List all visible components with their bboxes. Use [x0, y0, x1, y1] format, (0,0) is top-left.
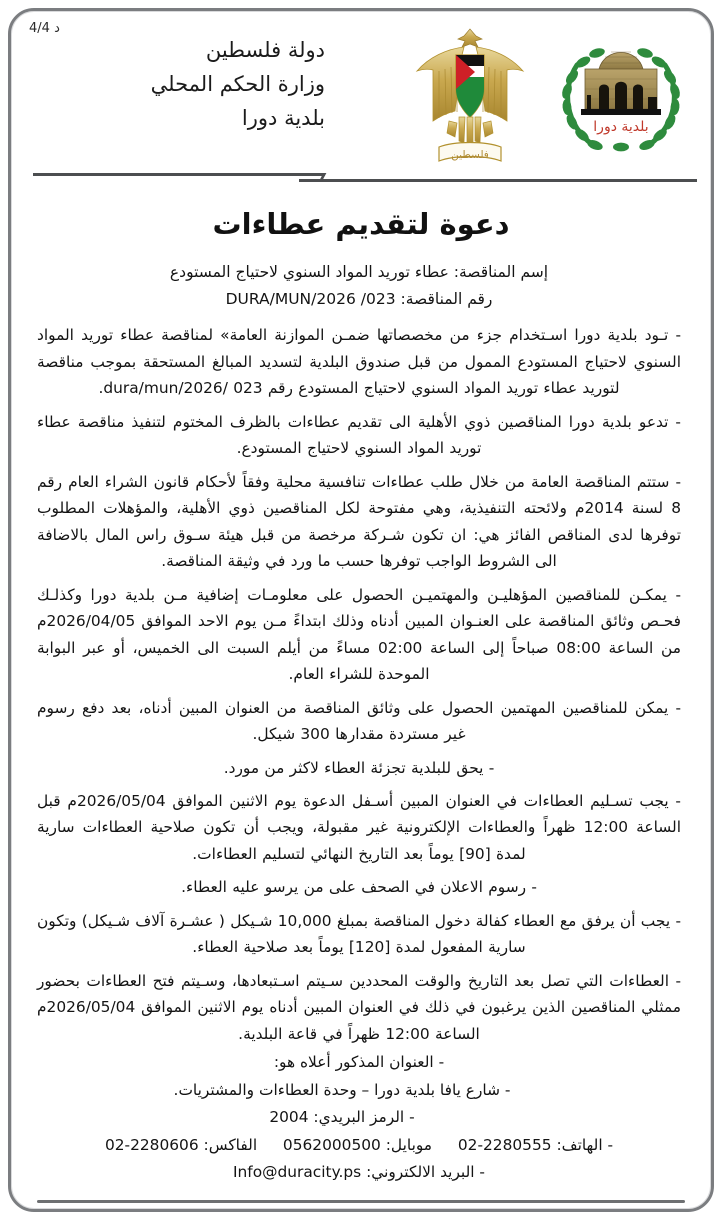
mobile-label: موبايل:	[385, 1135, 433, 1154]
page-title: دعوة لتقديم عطاءات	[212, 207, 510, 241]
address-postal-code: - الرمز البريدي: 2004	[269, 1108, 415, 1127]
paragraph-document-fee: - يمكن للمناقصين المهتمين الحصول على وثائق المناقصة من العنوان المبين أدناه، بعد دفع رسوم غير مستردة مقدارها 300 شيكل.	[37, 698, 681, 744]
paragraph-invitation: - تدعو بلدية دورا المناقصين ذوي الأهلية الى تقديم عطاءات بالظرف المختوم لتنفيذ مناقصة عطاء توريد المواد السنوي لاحتياج المستودع.	[37, 412, 681, 458]
document-page	[8, 8, 714, 1212]
paragraph-submission-deadline: - يجب تسـليم العطاءات في العنوان المبين أسـفل الدعوة يوم الاثنين الموافق 2026/05/04م قبل الساعة 12:00 ظهراً والعطاءات الإلكترونية غير مقبولة، ويجب أن تكون صلاحية العطاءات سارية لمدة [90] يوماً بعد التاريخ النهائي لتسليم العطاءات.	[37, 792, 681, 863]
phone-label: - الهاتف:	[556, 1135, 614, 1154]
address-contact-row	[37, 1132, 681, 1159]
fax-label: الفاكس:	[203, 1135, 258, 1154]
divider-bar-left	[299, 179, 697, 182]
org-line-ministry: وزارة الحكم المحلي	[150, 72, 325, 97]
divider-bar-right	[33, 173, 325, 176]
footer-divider	[37, 1200, 685, 1203]
org-line-municipality: بلدية دورا	[241, 106, 325, 131]
mobile-value: 0562000500	[282, 1135, 381, 1154]
fax-value: 02-2280606	[104, 1135, 199, 1154]
palestine-coat-of-arms-icon	[409, 25, 531, 175]
email-label: - البريد الالكتروني:	[366, 1163, 485, 1182]
phone-value: 02-2280555	[457, 1135, 552, 1154]
document-body	[11, 259, 711, 1186]
svg-text:بلدية دورا: بلدية دورا	[593, 119, 649, 135]
address-street: - شارع يافا بلدية دورا – وحدة العطاءات والمشتريات.	[173, 1080, 511, 1099]
address-intro: - العنوان المذكور أعلاه هو:	[273, 1053, 445, 1072]
organization-heading	[25, 17, 331, 135]
dura-municipality-seal-icon	[553, 25, 689, 161]
org-line-state: دولة فلسطين	[205, 38, 325, 62]
email-value[interactable]: Info@duracity.ps	[233, 1163, 362, 1182]
paragraph-split-award: - يحق للبلدية تجزئة العطاء لاكثر من مورد.	[223, 758, 495, 777]
header-divider	[33, 173, 697, 187]
address-email-row	[37, 1159, 681, 1186]
paragraph-funding: - تـود بلدية دورا اسـتخدام جزء من مخصصاتها ضمـن الموازنة العامة» لمناقصة عطاء توريد المواد السنوي لاحتياج المستودع الممول من قبل صندوق البلدية لتسديد المبالغ المستحقة بموجب مناقصة لتوريد عطاء توريد المواد السنوي لاحتياج المستودع رقم 023 /dura/mun/2026.	[37, 326, 681, 398]
paragraph-procurement-law: - ستتم المناقصة العامة من خلال طلب عطاءات تنافسية محلية وفقاً لأحكام قانون الشراء العام رقم 8 لسنة 2014م ولائحته التنفيذية، وهي مفتوحة لكل المناقصين ذوي الأهلية، والمؤهلات المطلوب توفرها لدى المناقص الفائز هي: ان تكون شـركة مرخصة من قبل هيئة سـوق راس المال بالاضافة الى الشروط الواجب توفرها حسب ما ورد في وثيقة المناقصة.	[37, 472, 681, 571]
paragraph-bid-bond: - يجب أن يرفق مع العطاء كفالة دخول المناقصة بمبلغ 10,000 شـيكل ( عشـرة آلاف شـيكل) وتكون سارية المفعول لمدة [120] يوماً بعد صلاحية العطاء.	[37, 911, 681, 957]
paragraph-document-inspection: - يمكـن للمناقصين المؤهليـن والمهتميـن الحصول على معلومـات إضافية مـن بلدية دورا وكذلـك فحـص وثائق المناقصة على العنـوان المبين أدناه وذلك ابتداءً مـن يوم الاحد الموافق 2026/04/05م من الساعة 08:00 صباحاً إلى الساعة 02:00 مساءً من أيلم السبت الى الخميس، أو عبر البوابة الموحدة للشراء العام.	[37, 585, 681, 684]
emblem-group	[331, 17, 689, 175]
tender-name-line: إسم المناقصة: عطاء توريد المواد السنوي لاحتياج المستودع	[169, 263, 549, 281]
page-marker: 4/4 د	[29, 21, 60, 36]
address-block	[37, 1049, 681, 1186]
paragraph-advertising-fees: - رسوم الاعلان في الصحف على من يرسو عليه العطاء.	[181, 878, 537, 897]
svg-text:فلسطين: فلسطين	[451, 149, 489, 161]
paragraph-bid-opening: - العطاءات التي تصل بعد التاريخ والوقت المحددين سـيتم اسـتبعادها، وسـيتم فتح العطاءات بحضور ممثلي المناقصين الذين يرغبون في ذلك في العنوان المبين أدناه يوم الاثنين الموافق 2026/05/04م الساعة 12:00 ظهراً في قاعة البلدية.	[37, 971, 681, 1043]
tender-number-line: رقم المناقصة: DURA/MUN/2026 /023	[225, 290, 493, 309]
document-header	[11, 11, 711, 173]
